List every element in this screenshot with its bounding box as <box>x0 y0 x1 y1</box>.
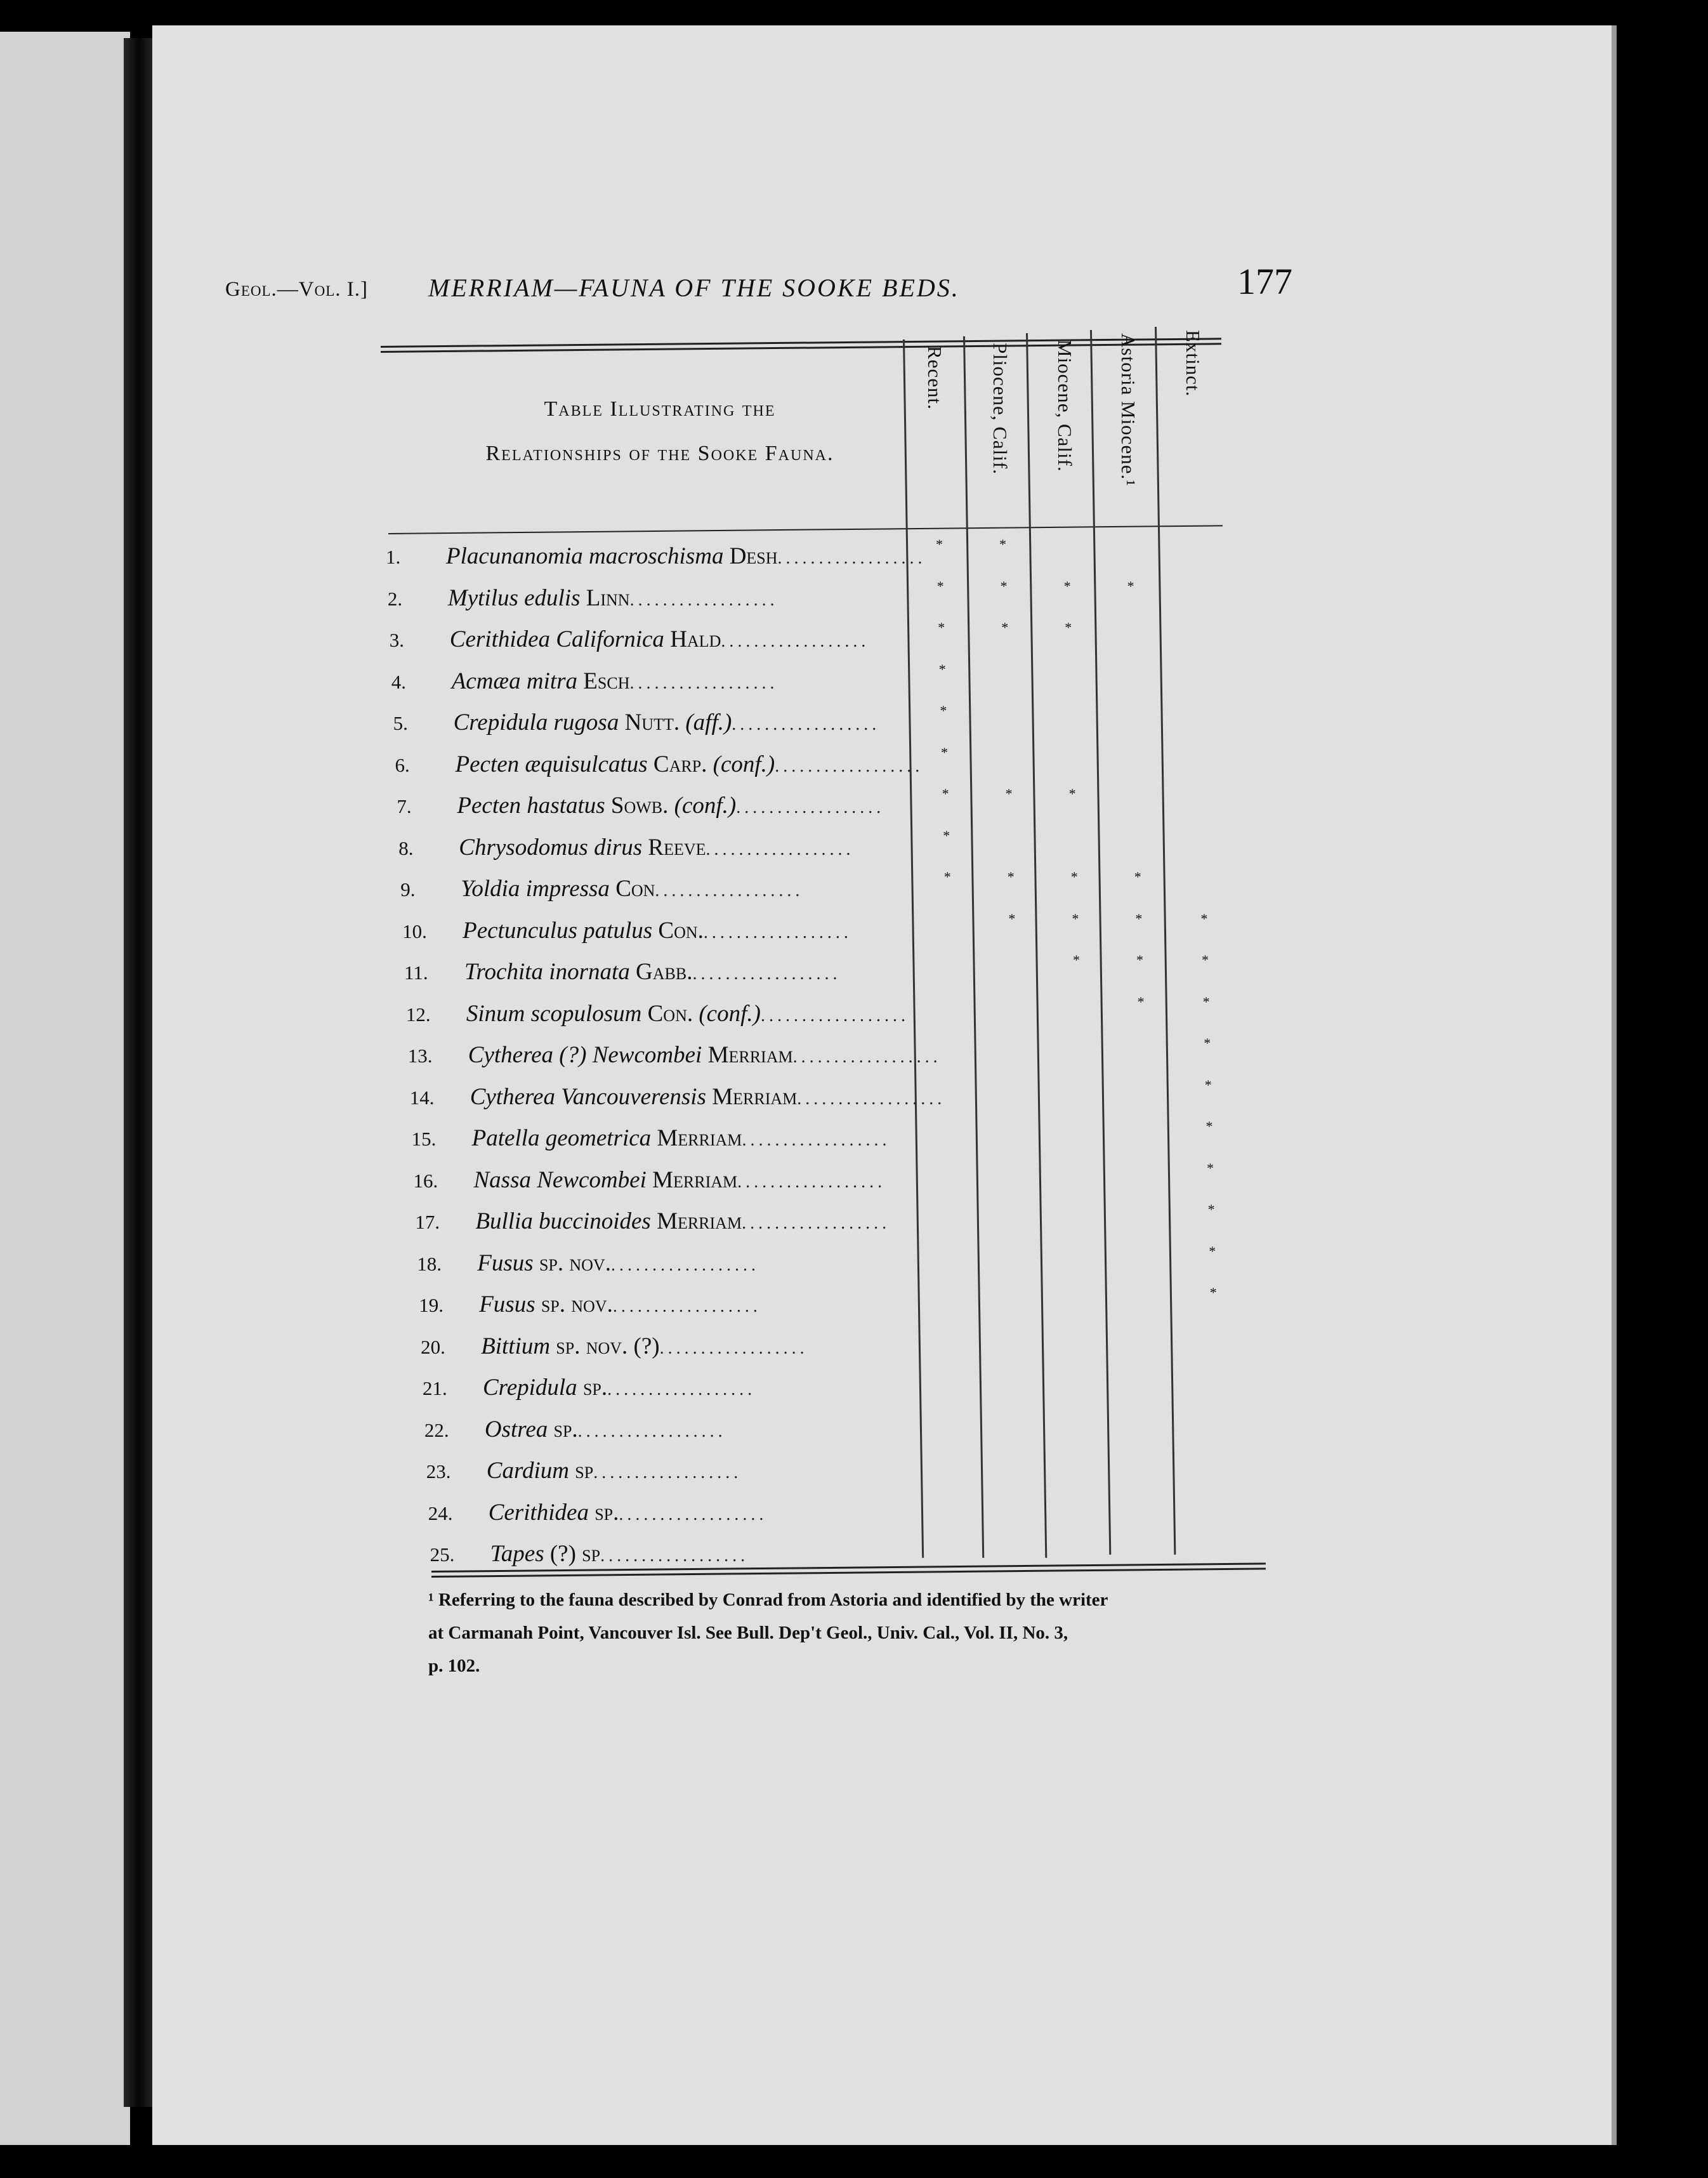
presence-mark: * <box>1063 578 1071 594</box>
column-header-extinct: Extinct. <box>1182 330 1204 397</box>
presence-mark: * <box>1005 786 1013 802</box>
dot-leader: .................. <box>629 673 778 693</box>
species-author: sp. <box>595 1499 619 1526</box>
presence-mark: * <box>1207 1159 1214 1176</box>
dot-leader: .................. <box>732 715 881 734</box>
volume-label: Geol.—Vol. I.] <box>225 278 369 301</box>
presence-mark: * <box>999 536 1006 552</box>
presence-mark: * <box>1204 1035 1211 1051</box>
row-number: 23. <box>426 1460 451 1482</box>
table-row <box>400 875 1035 913</box>
table-row <box>424 1416 1059 1454</box>
presence-mark: * <box>1135 910 1143 927</box>
species-author: Merriam <box>707 1042 793 1068</box>
row-number: 24. <box>428 1502 453 1524</box>
row-number: 19. <box>419 1294 443 1316</box>
species-author: Merriam <box>657 1208 742 1234</box>
row-number: 25. <box>430 1543 455 1566</box>
dot-leader: .................. <box>619 1504 768 1524</box>
table-row <box>428 1499 1063 1537</box>
table-row <box>404 958 1039 996</box>
species-name: Pecten hastatus <box>457 793 605 819</box>
dot-leader: .................. <box>655 881 804 901</box>
footnote-line-2: at Carmanah Point, Vancouver Isl. See Bull. Dep't Geol., Univ. Cal., Vol. II, No. 3, <box>428 1623 1068 1643</box>
dot-leader: .................. <box>706 839 855 859</box>
presence-mark: * <box>1205 1118 1213 1134</box>
dot-leader: .................. <box>610 1255 759 1275</box>
dot-leader: .................. <box>775 756 924 776</box>
page-header <box>225 254 1292 317</box>
table-row <box>421 1333 1055 1371</box>
species-name: Mytilus edulis <box>447 584 581 611</box>
row-number: 3. <box>389 629 405 651</box>
presence-mark: * <box>1136 952 1143 968</box>
species-author: Reeve <box>648 834 706 861</box>
table-row <box>390 626 1024 664</box>
species-author: (?) sp <box>549 1541 601 1567</box>
dot-leader: .................. <box>607 1380 756 1399</box>
dot-leader: .................. <box>742 1213 891 1233</box>
species-name: Acmæa mitra <box>451 668 578 694</box>
table-title-line-1: Table Illustrating the <box>544 397 776 421</box>
dot-leader: .................. <box>721 631 870 651</box>
species-author: Merriam <box>712 1083 798 1110</box>
footnote <box>428 1583 1272 1682</box>
presence-mark: * <box>1065 619 1072 635</box>
column-header-astoria: Astoria Miocene.¹ <box>1117 333 1140 487</box>
dot-leader: .................. <box>792 1047 942 1067</box>
table-row <box>408 1041 1042 1079</box>
species-name: Chrysodomus dirus <box>459 834 643 861</box>
species-author: sp. nov. (?) <box>556 1333 660 1359</box>
footnote-line-3: p. 102. <box>428 1656 480 1676</box>
species-author: sp <box>575 1458 594 1484</box>
species-name: Placunanomia macroschisma <box>446 543 724 569</box>
row-number: 14. <box>409 1086 435 1109</box>
dot-leader: .................. <box>703 922 852 942</box>
species-note: (conf.) <box>699 1000 761 1027</box>
table-row <box>395 751 1030 789</box>
dot-leader: .................. <box>600 1546 749 1566</box>
row-number: 15. <box>411 1128 437 1150</box>
presence-mark: * <box>1202 952 1209 968</box>
species-name: Trochita inornata <box>464 959 630 985</box>
table-row <box>412 1125 1046 1163</box>
presence-mark: * <box>938 661 946 677</box>
row-number: 9. <box>400 878 416 901</box>
dot-leader: .................. <box>797 1088 946 1109</box>
species-author: Sowb. <box>610 793 669 819</box>
presence-mark: * <box>943 827 950 843</box>
row-number: 10. <box>402 920 427 942</box>
species-name: Cerithidea Californica <box>449 626 664 652</box>
row-number: 2. <box>387 587 403 610</box>
table-row <box>397 792 1031 830</box>
row-number: 16. <box>413 1169 438 1192</box>
presence-mark: * <box>942 786 949 802</box>
species-author: sp. nov. <box>541 1291 613 1317</box>
species-author: Con. <box>647 1000 693 1027</box>
species-name: Pectunculus patulus <box>463 917 653 944</box>
dot-leader: .................. <box>659 1338 808 1358</box>
table-row <box>426 1457 1061 1495</box>
dot-leader: .................. <box>777 548 926 568</box>
table-row <box>402 917 1037 955</box>
species-author: sp. <box>553 1416 578 1442</box>
column-header-miocene: Miocene, Calif. <box>1054 340 1076 472</box>
presence-mark: * <box>936 578 944 594</box>
species-author: Merriam <box>652 1166 738 1193</box>
species-author: Desh <box>729 543 778 569</box>
presence-mark: * <box>1204 1076 1212 1093</box>
species-name: Tapes <box>490 1541 544 1567</box>
species-name: Bullia buccinoides <box>475 1208 651 1234</box>
dot-leader: .................. <box>593 1463 742 1482</box>
presence-mark: * <box>1000 578 1008 594</box>
row-number: 11. <box>404 961 428 984</box>
species-author: Con. <box>658 917 704 944</box>
table-row <box>423 1374 1057 1412</box>
table-title-line-2: Relationships of the Sooke Fauna. <box>485 442 834 465</box>
dot-leader: .................. <box>742 1130 891 1150</box>
species-name: Cytherea Vancouverensis <box>470 1083 706 1110</box>
table-row <box>410 1083 1044 1121</box>
dot-leader: .................. <box>612 1297 761 1316</box>
table-row <box>406 1000 1041 1038</box>
presence-mark: * <box>1202 993 1210 1010</box>
footnote-line-1: ¹ Referring to the fauna described by Conrad from Astoria and identified by the writer <box>428 1590 1108 1610</box>
dot-leader: .................. <box>577 1421 726 1441</box>
presence-mark: * <box>938 619 945 635</box>
species-author: Hald <box>670 626 721 652</box>
species-name: Crepidula rugosa <box>453 710 619 736</box>
table-row <box>391 668 1026 706</box>
species-author: sp. <box>582 1375 608 1401</box>
species-note: (conf.) <box>713 751 775 777</box>
column-header-recent: Recent. <box>924 346 946 410</box>
species-author: Gabb. <box>636 959 693 985</box>
species-author: Linn <box>586 584 630 611</box>
row-number: 13. <box>407 1045 433 1067</box>
table-row <box>419 1291 1053 1329</box>
species-name: Pecten æquisulcatus <box>455 751 648 777</box>
page-number: 177 <box>1237 261 1292 302</box>
table-row <box>415 1208 1049 1246</box>
row-number: 6. <box>395 753 410 776</box>
species-name: Fusus <box>477 1250 534 1276</box>
row-number: 22. <box>424 1418 449 1441</box>
dot-leader: .................. <box>629 590 778 610</box>
row-number: 18. <box>417 1252 442 1275</box>
presence-mark: * <box>1209 1284 1217 1300</box>
species-author: Esch <box>583 668 630 694</box>
species-name: Bittium <box>481 1333 551 1359</box>
row-number: 8. <box>398 836 414 859</box>
table-row <box>388 584 1022 623</box>
presence-mark: * <box>936 536 943 552</box>
dot-leader: .................. <box>692 964 841 984</box>
species-author: sp. nov. <box>539 1250 611 1276</box>
presence-mark: * <box>1209 1243 1216 1259</box>
row-number: 4. <box>391 670 406 693</box>
row-number: 21. <box>423 1377 447 1399</box>
dot-leader: .................. <box>737 1172 886 1192</box>
table-row <box>393 709 1028 747</box>
facing-page <box>0 32 130 2145</box>
presence-mark: * <box>1001 619 1009 635</box>
presence-mark: * <box>940 703 947 718</box>
presence-mark: * <box>1008 910 1016 927</box>
presence-mark: * <box>1007 869 1015 885</box>
species-name: Patella geometrica <box>471 1125 652 1151</box>
species-name: Ostrea <box>484 1416 548 1442</box>
species-author: Nutt. <box>624 710 680 736</box>
presence-mark: * <box>1200 910 1208 927</box>
table-row <box>417 1250 1051 1288</box>
species-author: Merriam <box>657 1125 742 1151</box>
presence-mark: * <box>1134 869 1141 885</box>
species-name: Cerithidea <box>488 1499 589 1526</box>
row-number: 12. <box>405 1003 431 1026</box>
presence-mark: * <box>1127 578 1134 594</box>
dot-leader: .................. <box>760 1005 909 1026</box>
species-name: Sinum scopulosum <box>466 1000 642 1027</box>
running-title: MERRIAM—FAUNA OF THE SOOKE BEDS. <box>428 274 960 302</box>
presence-mark: * <box>1072 910 1079 927</box>
presence-mark: * <box>941 744 948 760</box>
row-number: 5. <box>393 712 408 734</box>
row-number: 20. <box>421 1335 445 1358</box>
column-header-pliocene: Pliocene, Calif. <box>989 343 1011 475</box>
presence-mark: * <box>1073 952 1080 968</box>
dot-leader: .................. <box>736 798 885 817</box>
table-row <box>414 1166 1048 1204</box>
species-note: (aff.) <box>685 710 732 736</box>
presence-mark: * <box>1070 869 1078 885</box>
table-row <box>430 1540 1065 1578</box>
species-author: Con <box>615 876 655 902</box>
species-author: Carp. <box>653 751 707 777</box>
species-name: Crepidula <box>483 1375 577 1401</box>
row-number: 17. <box>415 1211 440 1233</box>
species-name: Cardium <box>486 1458 570 1484</box>
row-number: 1. <box>386 546 401 568</box>
species-note: (conf.) <box>674 793 737 819</box>
table-row <box>398 834 1033 872</box>
presence-mark: * <box>943 869 951 885</box>
species-name: Fusus <box>479 1291 535 1317</box>
presence-mark: * <box>1137 993 1145 1010</box>
table-row <box>386 543 1020 581</box>
species-name: Nassa Newcombei <box>473 1166 647 1193</box>
row-number: 7. <box>397 795 412 817</box>
species-name: Yoldia impressa <box>461 876 610 902</box>
presence-mark: * <box>1207 1201 1215 1217</box>
species-name: Cytherea (?) Newcombei <box>468 1042 702 1068</box>
table-title <box>393 387 926 476</box>
presence-mark: * <box>1068 786 1076 802</box>
